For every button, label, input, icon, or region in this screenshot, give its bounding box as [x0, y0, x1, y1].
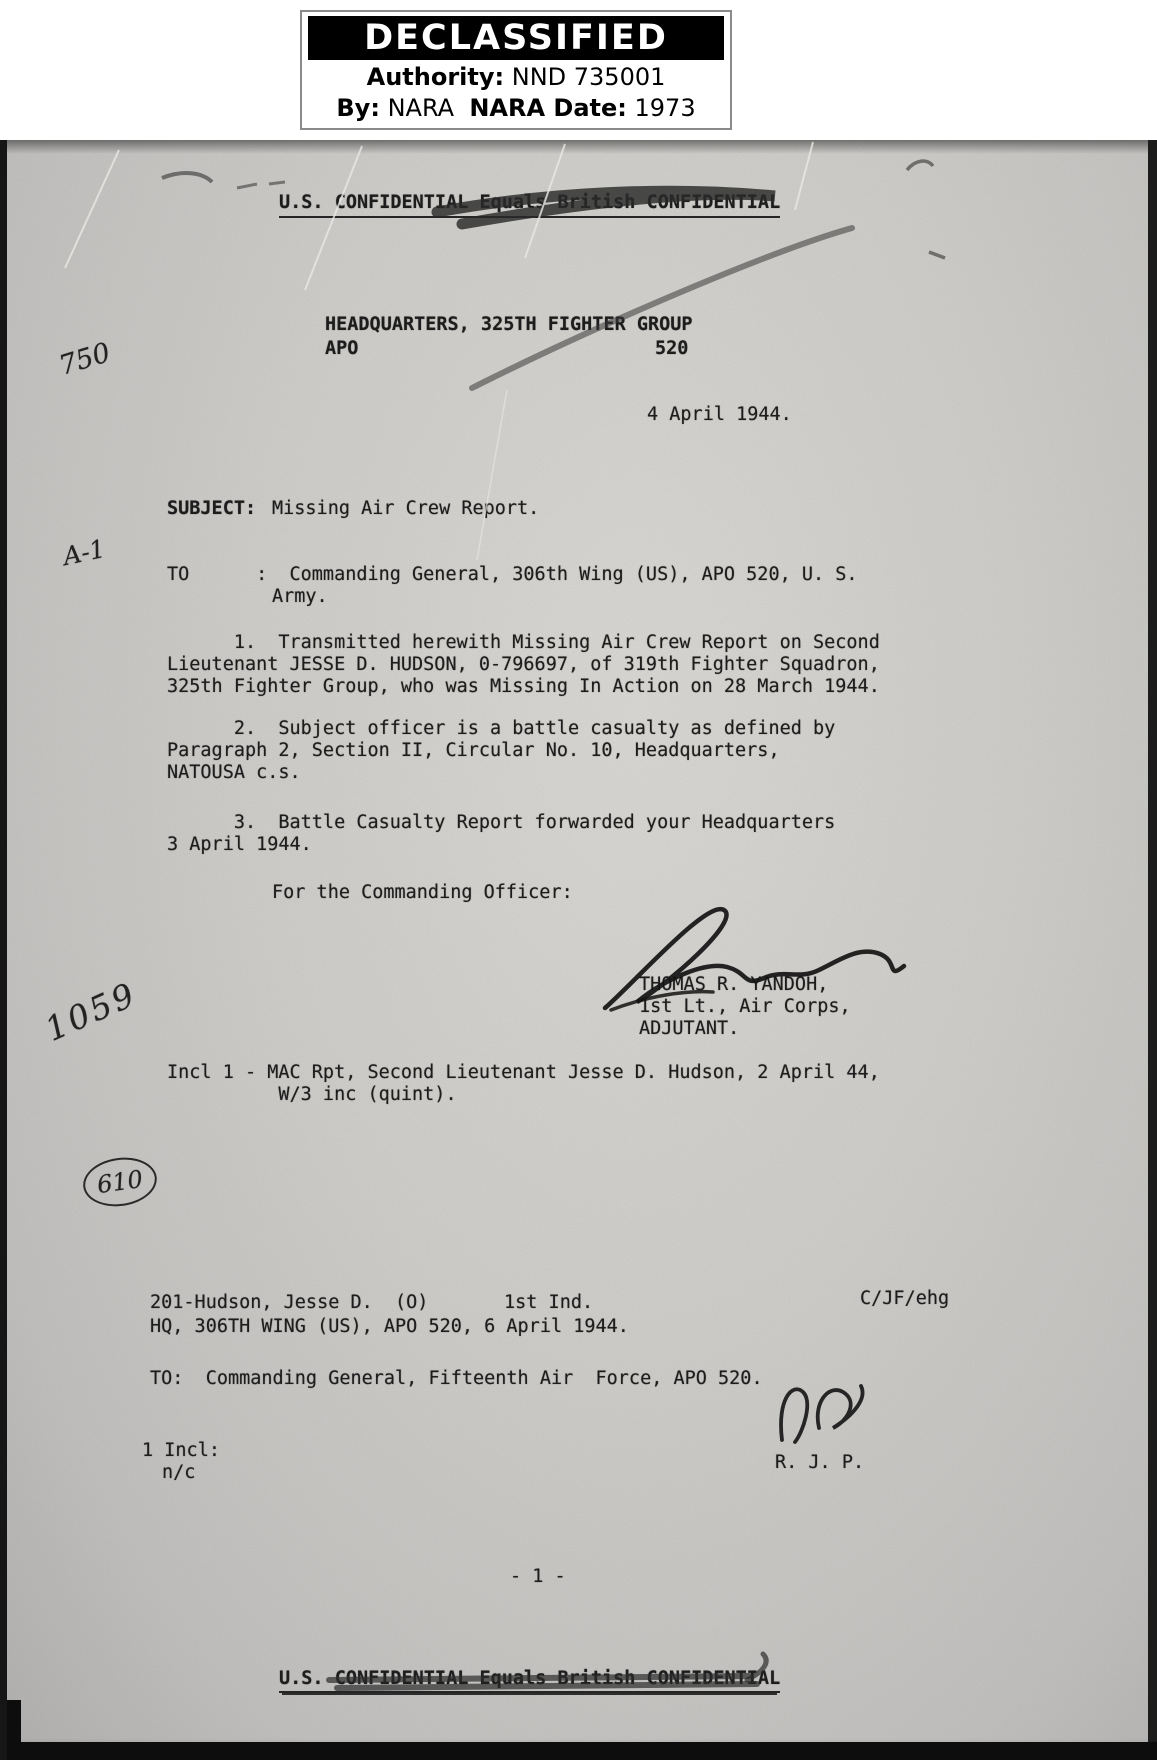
- ind-file-ref: 201-Hudson, Jesse D. (O): [150, 1292, 429, 1313]
- apo-label: APO: [325, 338, 359, 359]
- ind-to-line: TO: Commanding General, Fifteenth Air Force, APO 520.: [150, 1368, 763, 1389]
- authority-value: NND 735001: [504, 63, 666, 91]
- ind-initials-typed: R. J. P.: [775, 1452, 865, 1473]
- crease-smear: [472, 228, 852, 388]
- closing-line: For the Commanding Officer:: [272, 882, 573, 903]
- initials-ink: [781, 1386, 863, 1442]
- incl-line1: Incl 1 - MAC Rpt, Second Lieutenant Jesse D. Hudson, 2 April 44,: [167, 1062, 880, 1083]
- ind-hq-line: HQ, 306TH WING (US), APO 520, 6 April 1944.: [150, 1316, 629, 1337]
- scan-artifacts-overlay: [7, 140, 1157, 1760]
- film-scratches-2: [477, 200, 1157, 560]
- incl-note-line2: n/c: [162, 1462, 196, 1483]
- nara-date-label: NARA Date:: [469, 94, 627, 122]
- date-line: 4 April 1944.: [647, 404, 792, 425]
- incl-note-line1: 1 Incl:: [142, 1440, 220, 1461]
- subject-value: Missing Air Crew Report.: [272, 498, 540, 519]
- classification-top-text: U.S. CONFIDENTIAL Equals British CONFIDENTIAL: [279, 192, 780, 218]
- nara-date-value: 1973: [626, 94, 696, 122]
- handwritten-a1: A-1: [60, 533, 108, 572]
- scanned-letter: [0, 140, 1157, 1760]
- paper-grain: [7, 140, 1157, 1760]
- classification-bottom: [279, 1668, 780, 1690]
- classification-top: [279, 192, 780, 214]
- handwritten-610-circled: 610: [80, 1153, 160, 1211]
- para2-line3: NATOUSA c.s.: [167, 762, 301, 783]
- to-line-1: TO : Commanding General, 306th Wing (US), APO 520, U. S.: [167, 564, 858, 585]
- by-line: [302, 93, 730, 124]
- para1-line2: Lieutenant JESSE D. HUDSON, 0-796697, of 319th Fighter Squadron,: [167, 654, 880, 675]
- by-label: By:: [336, 94, 380, 122]
- subject-label: SUBJECT:: [167, 498, 257, 519]
- incl-line2: W/3 inc (quint).: [167, 1084, 457, 1105]
- handwritten-750: 750: [55, 337, 114, 382]
- authority-label: Authority:: [366, 63, 505, 91]
- apo-number: 520: [655, 338, 689, 359]
- signature-title: ADJUTANT.: [639, 1018, 740, 1039]
- ind-office-symbol: C/JF/ehg: [860, 1288, 950, 1309]
- stray-mark-1: [162, 173, 212, 182]
- handwritten-1059: 1059: [39, 974, 143, 1049]
- declassified-stamp: [300, 10, 732, 130]
- para3-line2: 3 April 1944.: [167, 834, 312, 855]
- para2-line1: 2. Subject officer is a battle casualty as defined by: [167, 718, 836, 739]
- authority-line: [302, 62, 730, 93]
- para1-line1: 1. Transmitted herewith Missing Air Crew Report on Second: [167, 632, 880, 653]
- headquarters-line: HEADQUARTERS, 325TH FIGHTER GROUP: [325, 314, 693, 335]
- stray-mark-2: [237, 182, 285, 188]
- classification-bottom-text: U.S. CONFIDENTIAL Equals British CONFIDENTIAL: [279, 1668, 780, 1693]
- to-line-2: Army.: [272, 586, 328, 607]
- para3-line1: 3. Battle Casualty Report forwarded your Headquarters: [167, 812, 836, 833]
- scan-corner-wedge: [7, 1700, 21, 1760]
- stray-mark-3: [907, 161, 945, 258]
- by-value: NARA: [379, 94, 470, 122]
- scan-bottom-edge: [7, 1742, 1157, 1760]
- ind-label: 1st Ind.: [504, 1292, 594, 1313]
- para1-line3: 325th Fighter Group, who was Missing In Action on 28 March 1944.: [167, 676, 880, 697]
- signature-name: THOMAS R. YANDOH,: [639, 974, 829, 995]
- declassified-banner: DECLASSIFIED: [308, 16, 724, 60]
- page-number: - 1 -: [510, 1566, 566, 1587]
- signature-rank: 1st Lt., Air Corps,: [639, 996, 851, 1017]
- para2-line2: Paragraph 2, Section II, Circular No. 10, Headquarters,: [167, 740, 780, 761]
